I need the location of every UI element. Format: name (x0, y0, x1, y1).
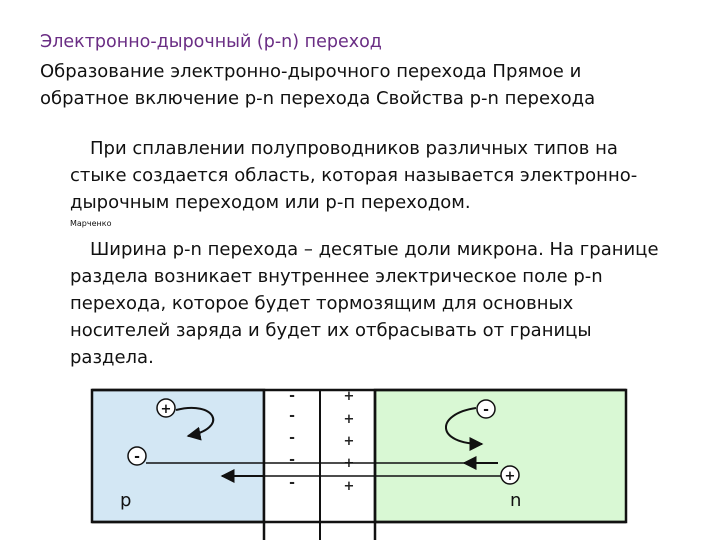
slide-topic: Электронно-дырочный (p-n) переход (40, 32, 382, 52)
ion-minus-1: - (289, 388, 295, 404)
subtitle-line-1: Образование электронно-дырочного перехода Прямое и (40, 61, 582, 82)
ion-minus-4: - (289, 452, 295, 468)
ion-plus-2: + (343, 412, 355, 427)
hole-carrier-n (501, 466, 519, 484)
electron-carrier-n (477, 400, 495, 418)
ion-plus-4: + (343, 456, 355, 471)
electron-carrier-p (128, 447, 146, 465)
n-region (375, 390, 626, 522)
ion-minus-2: - (289, 408, 295, 424)
ion-minus-5: - (289, 475, 295, 491)
svg-text:-: - (483, 402, 489, 418)
ion-plus-3: + (343, 434, 355, 449)
ion-plus-5: + (343, 479, 355, 494)
ion-plus-1: + (343, 389, 355, 404)
author-note: Марченко (70, 219, 112, 228)
pn-junction-diagram (90, 388, 630, 540)
svg-text:-: - (134, 449, 140, 465)
hole-carrier-p (157, 399, 175, 417)
svg-text:+: + (160, 402, 172, 417)
subtitle-line-2: обратное включение p-n перехода Свойства p-n перехода (40, 88, 596, 109)
paragraph-pn-junction-definition: При сплавлении полупроводников различных типов на стыке создается область, которая называется электронно-дырочным переходом или p-п переходом. (70, 138, 638, 213)
p-region-label: p (120, 490, 132, 511)
svg-text:+: + (504, 469, 516, 484)
slide-subtitle (40, 58, 690, 112)
pn-junction-svg (90, 388, 630, 540)
n-region-label: n (510, 490, 522, 511)
ion-minus-3: - (289, 430, 295, 446)
paragraph-junction-width: Ширина p-n перехода – десятые доли микрона. На границе раздела возникает внутреннее электрическое поле p-n перехода, которое будет тормозящим для основных носителей заряда и будет их отбрасывать от границы раздела. (70, 239, 659, 368)
